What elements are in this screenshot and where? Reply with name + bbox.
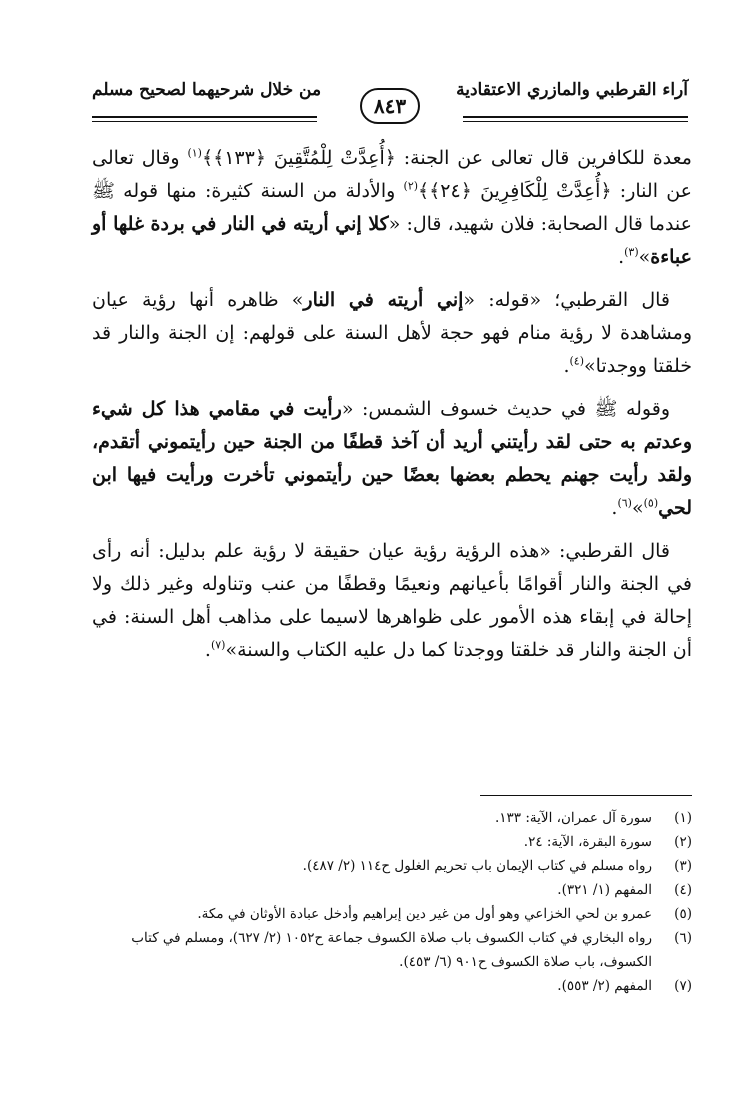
text-segment: . — [563, 355, 570, 377]
text-segment: . — [204, 639, 211, 661]
text-segment: » ظاهره أنها رؤية عيان ومشاهدة لا رؤية منام فهو حجة لأهل السنة على قولهم: إن الجنة والنار قد خلقتا ووجدتا» — [92, 289, 692, 377]
footnote-number: (٥) — [674, 906, 692, 922]
header-rule-right — [463, 116, 688, 118]
hadith-quote: كلا إني أريته في النار في بردة غلها أو عباءة — [92, 213, 692, 268]
footnote-number: (٣) — [674, 858, 692, 874]
text-segment: . — [618, 246, 625, 268]
text-segment: . — [611, 497, 618, 519]
header-rule-right-thin — [463, 121, 688, 122]
footnotes — [92, 806, 692, 998]
footnote — [92, 878, 692, 902]
main-text — [92, 142, 692, 677]
footnote-text: سورة آل عمران، الآية: ١٣٣. — [495, 810, 652, 826]
footnote-number: (٧) — [674, 978, 692, 994]
paragraph — [92, 393, 692, 525]
text-segment: » — [638, 246, 651, 268]
header-rule-left — [92, 116, 317, 118]
footnote-ref: (٥) — [643, 496, 659, 510]
text-segment: » — [631, 497, 644, 519]
header-book-title: آراء القرطبي والمازري الاعتقادية — [456, 80, 688, 100]
footnote-ref: (٤) — [569, 354, 585, 368]
footnote — [92, 902, 692, 926]
footnote-number: (٢) — [674, 834, 692, 850]
footnote-text: رواه مسلم في كتاب الإيمان باب تحريم الغلول ح١١٤ (٢/ ٤٨٧). — [302, 858, 652, 874]
paragraph — [92, 535, 692, 667]
header-subtitle: من خلال شرحيهما لصحيح مسلم — [92, 80, 322, 100]
text-segment: قال القرطبي؛ «قوله: « — [463, 289, 670, 311]
footnote-number: (١) — [674, 810, 692, 826]
hadith-quote: رأيت في مقامي هذا كل شيء وعدتم به حتى لقد رأيتني أريد أن آخذ قطفًا من الجنة حين رأيتموني أتقدم، ولقد رأيت جهنم يحطم بعضها بعضًا حين رأيتموني تأخرت ورأيت فيها ابن لحي — [92, 398, 692, 519]
footnote-ref: (٧) — [210, 638, 226, 652]
footnote-ref: (٣) — [624, 245, 639, 259]
footnote-separator — [480, 795, 692, 796]
header-rule-left-thin — [92, 121, 317, 122]
page-number: ٨٤٣ — [360, 88, 420, 124]
footnote — [92, 854, 692, 878]
footnote-ref: (١) — [187, 146, 202, 160]
footnote-text: رواه البخاري في كتاب الكسوف باب صلاة الكسوف جماعة ح١٠٥٢ (٢/ ٦٢٧)، ومسلم في كتاب الكسوف، باب صلاة الكسوف ح٩٠١ (٦/ ٤٥٣). — [131, 930, 652, 970]
footnote — [92, 806, 692, 830]
text-segment: قال القرطبي: «هذه الرؤية رؤية عيان حقيقة لا رؤية علم بدليل: أنه رأى في الجنة والنار أقوامًا بأعيانهم ونعيمًا وقطفًا من عنب وتناوله وغير ذلك ولا إحالة في إبقاء هذه الأمور على ظواهرها لاسيما على مذاهب أهل السنة: في أن الجنة والنار قد خلقتا ووجدتا كما دل عليه الكتاب والسنة» — [92, 540, 692, 661]
text-segment: وقال تعالى عن النار: ﴿أُعِدَّتْ لِلْكَافِرِينَ ﴿٢٤﴾﴾ — [92, 147, 693, 202]
footnote-text: سورة البقرة، الآية: ٢٤. — [523, 834, 652, 850]
footnote-ref: (٦) — [617, 496, 632, 510]
footnote-ref: (٢) — [403, 179, 419, 193]
footnote-number: (٤) — [674, 882, 692, 898]
footnote-text: المفهم (١/ ٣٢١). — [557, 882, 652, 898]
footnote-number: (٦) — [674, 930, 692, 946]
hadith-quote: إني أريته في النار — [303, 289, 464, 311]
page-header — [92, 78, 688, 126]
footnote — [92, 974, 692, 998]
text-segment: والأدلة من السنة كثيرة: منها قوله ﷺ عندما قال الصحابة: فلان شهيد، قال: « — [92, 180, 692, 235]
paragraph — [92, 284, 692, 383]
footnote-text: المفهم (٢/ ٥٥٣). — [557, 978, 652, 994]
text-segment: معدة للكافرين قال تعالى عن الجنة: ﴿أُعِدَّتْ لِلْمُتَّقِينَ ﴿١٣٣﴾﴾ — [201, 147, 692, 169]
footnote — [92, 926, 692, 974]
footnote-text: عمرو بن لحي الخزاعي وهو أول من غير دين إبراهيم وأدخل عبادة الأوثان في مكة. — [197, 906, 652, 922]
paragraph — [92, 142, 692, 274]
footnote — [92, 830, 692, 854]
text-segment: وقوله ﷺ في حديث خسوف الشمس: « — [341, 398, 670, 420]
